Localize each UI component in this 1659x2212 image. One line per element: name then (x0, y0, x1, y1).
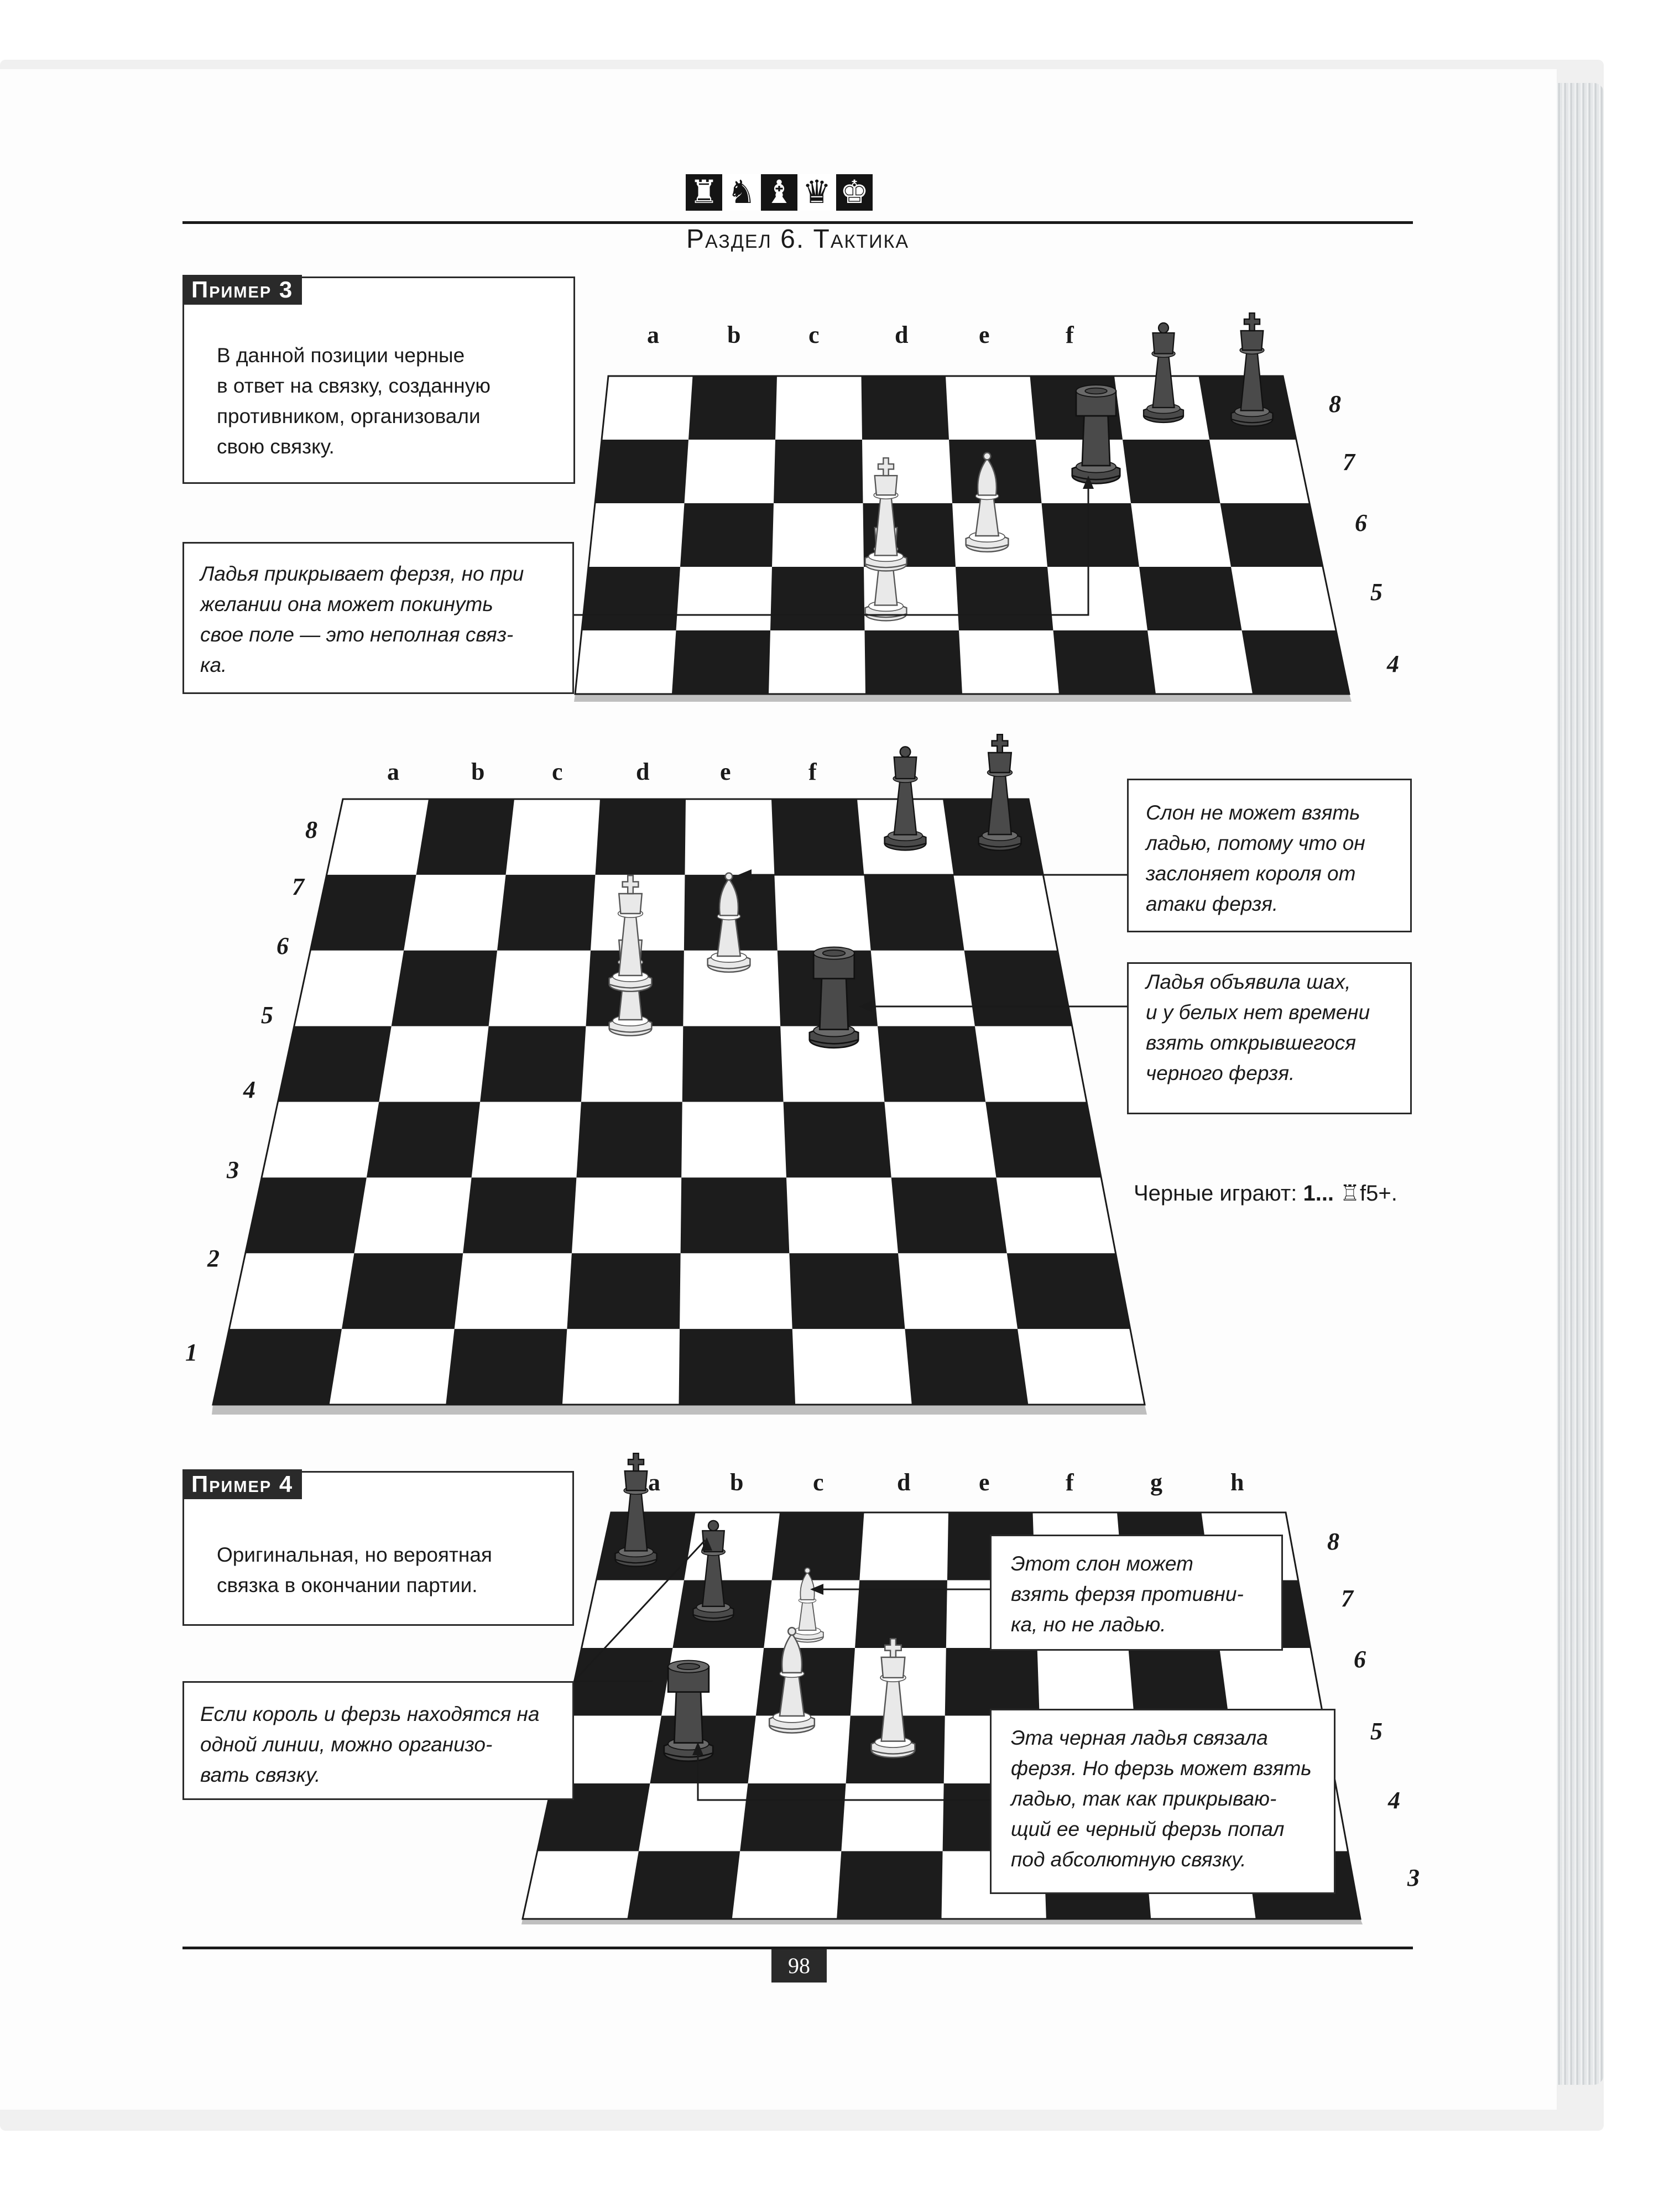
rank-label-5: 5 (1370, 1718, 1383, 1745)
board-3-dark-square (582, 567, 680, 630)
file-label-c: c (813, 1469, 824, 1496)
example-4-rook-callout: Эта черная ладья связала ферзя. Но ферзь может взять ладью, так как прикрываю- щий ее черный ферзь попал под абсолютную связку. (1011, 1726, 1312, 1871)
board-3-zoom-dark-square (905, 1329, 1028, 1405)
board-3-zoom-dark-square (278, 1026, 392, 1102)
rank-label-3: 3 (1407, 1864, 1420, 1891)
board-3-zoom-dark-square (416, 799, 514, 875)
board-3-zoom-dark-square (681, 1177, 790, 1253)
file-label-a: a (648, 1469, 660, 1496)
moves-line (1134, 1181, 1397, 1206)
file-label-h: h (1230, 1469, 1244, 1496)
rank-label-4: 4 (1387, 650, 1399, 677)
board-3-zoom-dark-square (595, 799, 686, 875)
rook-icon: ♜ (686, 174, 722, 211)
file-label-f: f (1066, 321, 1074, 348)
board-3-dark-square (1242, 630, 1350, 694)
file-label-d: d (897, 1469, 911, 1496)
moves-square: f5+. (1360, 1181, 1397, 1206)
page-number: 98 (771, 1949, 827, 1983)
file-label-a: a (647, 321, 659, 348)
board-3-dark-square (688, 376, 777, 440)
rank-label-2: 2 (207, 1245, 220, 1272)
example-4-note: Если король и ферзь находятся на одной линии, можно организо- вать связку. (200, 1703, 540, 1786)
board-3-zoom-dark-square (567, 1253, 680, 1329)
board-3-dark-square (672, 630, 770, 694)
section-title: Раздел 6. Тактика (686, 225, 910, 254)
rank-label-5: 5 (261, 1001, 273, 1029)
file-label-e: e (979, 321, 990, 348)
board-3-zoom-dark-square (679, 1329, 796, 1405)
board-3-zoom-dark-square (576, 1102, 682, 1178)
example-3-tag: Пример 3 (182, 275, 302, 305)
rank-label-1: 1 (185, 1339, 197, 1366)
board-3-zoom-dark-square (310, 875, 416, 951)
file-label-d: d (895, 321, 909, 348)
board-3-dark-square (1042, 503, 1140, 567)
rank-label-6: 6 (1355, 509, 1367, 536)
board-3-dark-square (1139, 567, 1242, 630)
board-3-dark-square (1053, 630, 1156, 694)
board-4-dark-square (627, 1851, 740, 1919)
black-king-piece (979, 734, 1021, 851)
board-3-dark-square (1220, 503, 1323, 567)
board-4-dark-square (756, 1648, 855, 1716)
rank-label-4: 4 (243, 1076, 255, 1103)
board-3-zoom-dark-square (463, 1177, 576, 1253)
board-example-3 (574, 376, 1352, 702)
board-3-dark-square (770, 567, 865, 630)
board-3-zoom-dark-square (878, 1026, 985, 1102)
rank-label-7: 7 (292, 873, 304, 900)
rank-label-7: 7 (1341, 1585, 1353, 1612)
board-3-zoom-dark-square (964, 951, 1072, 1026)
board-3-zoom-dark-square (682, 1026, 784, 1102)
file-label-f: f (808, 758, 817, 785)
board-3-dark-square (865, 630, 963, 694)
rank-label-6: 6 (276, 932, 289, 959)
board-3-zoom-edge (212, 1405, 1147, 1415)
black-king-piece (1232, 313, 1273, 426)
example-4-description: Оригинальная, но вероятная связка в окончании партии. (217, 1543, 492, 1597)
rank-label-8: 8 (1327, 1528, 1339, 1555)
board-3-edge (574, 694, 1352, 702)
board-4-dark-square (855, 1580, 947, 1648)
king-icon: ♚ (836, 174, 873, 211)
example-3-description: В данной позиции черные в ответ на связку, созданную противником, организовали свою связку. (217, 344, 491, 458)
file-label-b: b (471, 758, 485, 785)
file-label-c: c (552, 758, 563, 785)
board-4-dark-square (945, 1648, 1040, 1716)
board-3-zoom-dark-square (985, 1102, 1101, 1178)
file-label-b: b (727, 321, 741, 348)
example-4-tag: Пример 4 (182, 1469, 302, 1499)
rook-check-callout: Ладья объявила шах, и у белых нет времени взять открывшегося черного ферзя. (1146, 971, 1370, 1084)
example-4-bishop-callout: Этот слон может взять ферзя противни- ка, но не ладью. (1011, 1552, 1244, 1636)
file-label-c: c (808, 321, 820, 348)
knight-icon: ♞ (723, 174, 760, 211)
rank-label-7: 7 (1343, 448, 1355, 476)
board-3-zoom-dark-square (246, 1177, 367, 1253)
board-3-zoom-dark-square (497, 875, 595, 951)
board-3-zoom-dark-square (789, 1253, 905, 1329)
rook-piece-icon: ♖ (1340, 1181, 1360, 1206)
board-3-dark-square (1123, 440, 1220, 503)
board-3-dark-square (680, 503, 774, 567)
file-label-a: a (387, 758, 399, 785)
file-label-e: e (720, 758, 731, 785)
board-3-dark-square (774, 440, 863, 503)
board-3-zoom-dark-square (213, 1329, 342, 1405)
rank-label-6: 6 (1354, 1646, 1366, 1673)
board-3-dark-square (595, 440, 688, 503)
board-4-dark-square (772, 1512, 864, 1580)
board-3-zoom-dark-square (367, 1102, 480, 1178)
example-3-note: Ладья прикрывает ферзя, но при желании она может покинуть свое поле — это неполная связ- ка. (200, 562, 524, 676)
board-3-dark-square (956, 567, 1053, 630)
file-label-g: g (1150, 1469, 1162, 1496)
board-4-dark-square (837, 1851, 942, 1919)
file-label-e: e (979, 1469, 990, 1496)
file-label-f: f (1066, 1469, 1074, 1496)
moves-number: 1... (1303, 1181, 1334, 1206)
board-3-zoom-dark-square (446, 1329, 567, 1405)
board-3-zoom-dark-square (771, 799, 864, 875)
rank-label-5: 5 (1370, 578, 1383, 606)
board-3-zoom-dark-square (480, 1026, 586, 1102)
board-3-zoom-dark-square (392, 951, 497, 1026)
file-label-d: d (636, 758, 650, 785)
board-3-zoom-dark-square (1007, 1253, 1130, 1329)
rank-label-3: 3 (227, 1156, 239, 1183)
board-3-zoom-dark-square (784, 1102, 891, 1178)
board-3-zoom-dark-square (891, 1177, 1007, 1253)
bishop-callout: Слон не может взять ладью, потому что он заслоняет короля от атаки ферзя. (1146, 801, 1365, 915)
board-3-dark-square (862, 376, 950, 440)
file-label-b: b (730, 1469, 744, 1496)
moves-prefix: Черные играют: (1134, 1181, 1303, 1206)
board-4-dark-square (740, 1783, 846, 1851)
rank-label-8: 8 (305, 816, 317, 843)
board-example-3-zoom (212, 799, 1147, 1415)
board-4-dark-square (1128, 1648, 1228, 1716)
bishop-icon: ♝ (761, 174, 797, 211)
board-3-zoom-dark-square (864, 875, 964, 951)
rank-label-8: 8 (1329, 390, 1341, 418)
black-queen-piece (1144, 323, 1183, 422)
queen-icon: ♛ (799, 174, 835, 211)
rank-label-4: 4 (1388, 1787, 1400, 1814)
board-3-zoom-dark-square (342, 1253, 463, 1329)
